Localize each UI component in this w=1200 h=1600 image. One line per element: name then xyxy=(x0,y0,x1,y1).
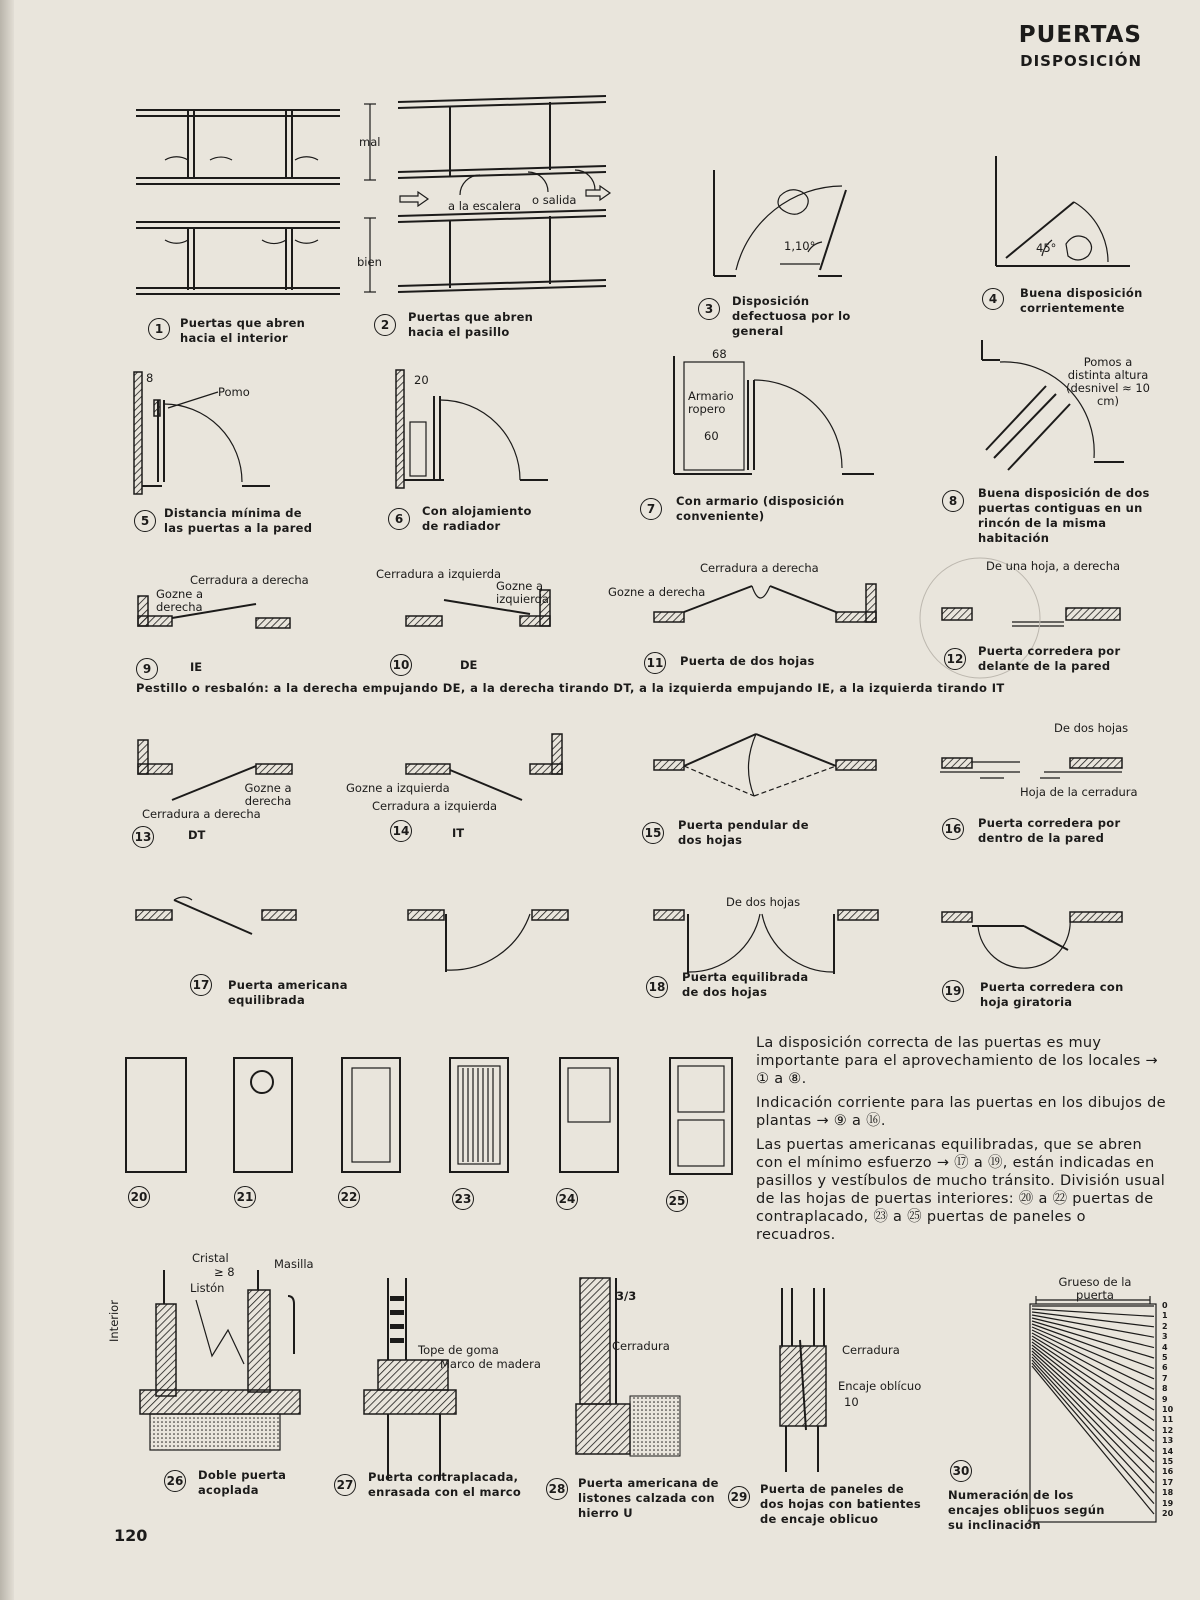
caption-10-code: DE xyxy=(460,658,478,672)
slant-line xyxy=(1032,1348,1154,1452)
caption-2-text: Puertas que abren hacia el pasillo xyxy=(408,310,534,339)
fig18-drawing xyxy=(408,910,568,972)
label-28-cerradura: Cerradura xyxy=(612,1339,670,1353)
caption-30-number: 30 xyxy=(950,1460,972,1482)
scale-tick: 3 xyxy=(1162,1332,1168,1342)
caption-13-number: 13 xyxy=(132,826,154,848)
label-mal: mal xyxy=(359,135,381,149)
caption-21-number: 21 xyxy=(234,1186,256,1208)
caption-13-code: DT xyxy=(188,828,206,842)
caption-9-number: 9 xyxy=(136,658,158,680)
scale-tick: 14 xyxy=(1162,1446,1174,1456)
label-angle-45: 45° xyxy=(1036,241,1057,255)
label-16-dos-hojas: De dos hojas xyxy=(1054,721,1129,735)
slant-line xyxy=(1032,1354,1154,1472)
slant-line xyxy=(1032,1351,1154,1462)
slant-line xyxy=(1032,1363,1154,1504)
caption-27-number: 27 xyxy=(334,1474,356,1496)
fig18b-drawing xyxy=(654,910,878,974)
caption-12-text: Puerta corredera por delante de la pared xyxy=(978,644,1121,673)
caption-30-text: Numeración de los encajes oblicuos según su inclinación xyxy=(948,1488,1105,1532)
caption-14-number: 14 xyxy=(390,820,412,842)
caption-29-text: Puerta de paneles de dos hojas con batientes de encaje oblicuo xyxy=(760,1482,921,1526)
caption-7-number: 7 xyxy=(640,498,662,520)
label-pomos: Pomos a distinta altura (desnivel ≈ 10 cm) xyxy=(1066,355,1150,408)
caption-28-text: Puerta americana de listones calzada con hierro U xyxy=(578,1476,719,1520)
label-29-cerradura: Cerradura xyxy=(842,1343,900,1357)
slant-line xyxy=(1032,1342,1154,1431)
page-number: 120 xyxy=(114,1526,148,1545)
label-pomo: Pomo xyxy=(218,385,250,399)
caption-20-number: 20 xyxy=(128,1186,150,1208)
caption-22-number: 22 xyxy=(338,1186,360,1208)
scale-tick: 9 xyxy=(1162,1394,1168,1404)
label-10-cerradura: Cerradura a izquierda xyxy=(376,567,502,581)
label-bien: bien xyxy=(357,255,382,269)
caption-5-text: Distancia mínima de las puertas a la pared xyxy=(164,506,313,535)
fig29-drawing xyxy=(780,1288,826,1472)
scale-tick: 12 xyxy=(1162,1425,1174,1435)
scale-tick: 15 xyxy=(1162,1457,1174,1466)
caption-17-number: 17 xyxy=(190,974,212,996)
label-hoja-cerradura: Hoja de la cerradura xyxy=(1020,785,1138,799)
label-18-dos-hojas: De dos hojas xyxy=(726,895,801,909)
label-ge8: ≥ 8 xyxy=(214,1265,235,1279)
body-paragraph-3: Las puertas americanas equilibradas, que se abren con el mínimo esfuerzo → ⑰ a ⑲, están indicadas en pasillos y vestíbulos de mucho tránsito. División usual de las hojas de puertas interiores: ⑳ a ㉒ puertas de contraplacado, ㉓ a ㉕ puertas de paneles o recuadros. xyxy=(756,1137,1166,1243)
label-encaje: Encaje oblícuo xyxy=(838,1379,922,1393)
fig17-drawing xyxy=(136,897,296,934)
caption-9-code: IE xyxy=(190,660,203,674)
scale-tick: 20 xyxy=(1162,1509,1174,1518)
label-armario: Armario ropero xyxy=(688,389,734,416)
label-d20: 20 xyxy=(414,373,429,387)
fig3-drawing xyxy=(714,170,846,276)
caption-26-text: Doble puerta acoplada xyxy=(198,1468,287,1497)
caption-19-number: 19 xyxy=(942,980,964,1002)
fig4-drawing xyxy=(996,156,1130,266)
label-tope: Tope de goma xyxy=(418,1343,499,1357)
label-d10: 10 xyxy=(844,1395,859,1409)
label-d8: 8 xyxy=(146,371,154,385)
caption-28-number: 28 xyxy=(546,1478,568,1500)
caption-16-number: 16 xyxy=(942,818,964,840)
slant-line xyxy=(1032,1324,1154,1368)
slant-line xyxy=(1032,1309,1154,1316)
body-paragraph-2: Indicación corriente para las puertas en los dibujos de plantas → ⑨ a ⑯. xyxy=(756,1095,1166,1129)
scale-tick: 18 xyxy=(1162,1488,1174,1498)
fig28-drawing xyxy=(576,1278,680,1456)
scale-tick: 7 xyxy=(1162,1373,1168,1383)
label-14-cerradura: Cerradura a izquierda xyxy=(372,799,498,813)
scale-tick: 5 xyxy=(1162,1353,1168,1362)
caption-12-number: 12 xyxy=(944,648,966,670)
caption-11-number: 11 xyxy=(644,652,666,674)
label-grueso: Grueso de la puerta xyxy=(1058,1275,1132,1302)
caption-17-text: Puerta americana equilibrada xyxy=(228,978,348,1007)
scale-tick: 8 xyxy=(1162,1384,1168,1394)
body-text xyxy=(756,1034,1168,1250)
label-fraction: 3/3 xyxy=(616,1289,637,1303)
scale-tick: 0 xyxy=(1162,1301,1168,1310)
label-11-gozne: Gozne a derecha xyxy=(608,585,706,599)
label-interior: Interior xyxy=(107,1300,121,1342)
slant-line xyxy=(1032,1312,1154,1327)
caption-15-text: Puerta pendular de dos hojas xyxy=(678,818,809,847)
fig26-drawing xyxy=(140,1270,300,1450)
fig27-drawing xyxy=(364,1278,456,1480)
caption-11-text: Puerta de dos hojas xyxy=(680,654,815,668)
slant-line xyxy=(1032,1357,1154,1483)
label-d68: 68 xyxy=(712,347,727,361)
caption-18-number: 18 xyxy=(646,976,668,998)
label-10-gozne: Gozne a izquierda xyxy=(496,579,549,606)
scale-tick: 13 xyxy=(1162,1436,1174,1446)
label-masilla: Masilla xyxy=(274,1257,314,1271)
label-14-gozne: Gozne a izquierda xyxy=(346,781,450,795)
caption-23-number: 23 xyxy=(452,1188,474,1210)
caption-7-text: Con armario (disposición conveniente) xyxy=(676,494,845,523)
label-9-gozne: Gozne a derecha xyxy=(156,587,204,614)
fig2-drawing xyxy=(398,96,610,292)
label-11-cerradura: Cerradura a derecha xyxy=(700,561,819,575)
caption-25-number: 25 xyxy=(666,1190,688,1212)
caption-6-text: Con alojamiento de radiador xyxy=(422,504,532,533)
caption-5-number: 5 xyxy=(134,510,156,532)
label-13-cerradura: Cerradura a derecha xyxy=(142,807,261,821)
fig16-drawing xyxy=(940,758,1122,778)
scale-tick: 10 xyxy=(1162,1405,1174,1414)
caption-27-text: Puerta contraplacada, enrasada con el marco xyxy=(368,1470,522,1499)
caption-8-number: 8 xyxy=(942,490,964,512)
fig15-drawing xyxy=(654,734,876,796)
scale-tick: 6 xyxy=(1162,1363,1168,1373)
caption-4-number: 4 xyxy=(982,288,1004,310)
scale-tick: 11 xyxy=(1162,1415,1174,1425)
label-marco: Marco de madera xyxy=(440,1357,541,1371)
scale-tick: 19 xyxy=(1162,1498,1174,1508)
label-salida: o salida xyxy=(532,193,577,207)
label-una-hoja: De una hoja, a derecha xyxy=(986,559,1121,573)
label-angle-110: 1,10° xyxy=(784,239,816,253)
label-d60: 60 xyxy=(704,429,719,443)
scale-tick: 2 xyxy=(1162,1321,1168,1331)
doors-20-25 xyxy=(126,1058,732,1174)
caption-4-text: Buena disposición corrientemente xyxy=(1020,286,1143,315)
fig19-drawing xyxy=(942,912,1122,968)
pestillo-note: Pestillo o resbalón: a la derecha empujando DE, a la derecha tirando DT, a la izquierda empujando IE, a la izquierda tirando IT xyxy=(136,681,1005,695)
caption-3-number: 3 xyxy=(698,298,720,320)
page-subtitle: DISPOSICIÓN xyxy=(1020,52,1142,70)
label-9-cerradura: Cerradura a derecha xyxy=(190,573,309,587)
scale-tick: 1 xyxy=(1162,1311,1168,1321)
caption-15-number: 15 xyxy=(642,822,664,844)
scale-tick: 16 xyxy=(1162,1467,1174,1477)
body-paragraph-1: La disposición correcta de las puertas es muy importante para el aprovechamiento de los locales → ① a ⑧. xyxy=(756,1035,1158,1087)
caption-2-number: 2 xyxy=(374,314,396,336)
fig1-drawing xyxy=(136,104,376,294)
scale-tick: 17 xyxy=(1162,1477,1174,1487)
caption-14-code: IT xyxy=(452,826,465,840)
caption-26-number: 26 xyxy=(164,1470,186,1492)
caption-3-text: Disposición defectuosa por lo general xyxy=(732,294,851,338)
caption-8-text: Buena disposición de dos puertas contiguas en un rincón de la misma habitación xyxy=(978,486,1150,545)
caption-16-text: Puerta corredera por dentro de la pared xyxy=(978,816,1121,845)
label-cristal: Cristal xyxy=(192,1251,229,1265)
scale-tick: 4 xyxy=(1162,1342,1168,1352)
label-escalera: a la escalera xyxy=(448,199,522,213)
caption-10-number: 10 xyxy=(390,654,412,676)
caption-1-number: 1 xyxy=(148,318,170,340)
caption-6-number: 6 xyxy=(388,508,410,530)
slant-line xyxy=(1032,1336,1154,1410)
caption-1-text: Puertas que abren hacia el interior xyxy=(180,316,306,345)
caption-24-number: 24 xyxy=(556,1188,578,1210)
label-liston: Listón xyxy=(190,1281,225,1295)
page-title: PUERTAS xyxy=(1018,22,1142,48)
fig6-drawing xyxy=(396,370,548,488)
caption-29-number: 29 xyxy=(728,1486,750,1508)
label-13-gozne: Gozne a derecha xyxy=(244,781,292,808)
caption-19-text: Puerta corredera con hoja giratoria xyxy=(980,980,1124,1009)
caption-18-text: Puerta equilibrada de dos hojas xyxy=(682,970,809,999)
